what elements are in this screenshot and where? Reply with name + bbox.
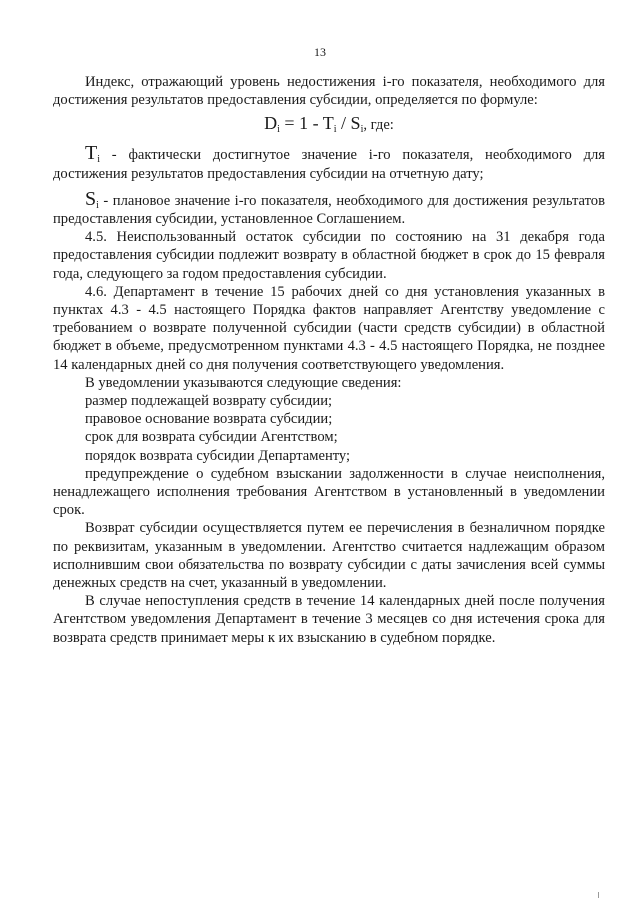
paragraph-return: Возврат субсидии осуществляется путем ее перечисления в безналичном порядке по реквизитам, указанным в уведомлении. Агентство считается надлежащим образом исполнившим свои обязательства по возврату субсидии с даты зачисления всей суммы денежных средств на счет, указанный в уведомлении. [53,520,605,592]
paragraph-4-6: 4.6. Департамент в течение 15 рабочих дней со дня установления указанных в пунктах 4.3 - 4.5 настоящего Порядка фактов направляет Агентству уведомление с требованием о возврате полученной субсидии (части средств субсидии) в областной бюджет в объеме, предусмотренном пунктами 4.3 - 4.5 настоящего Порядка, не позднее 14 календарных дней со дня получения соответствующего уведомления. [53,283,605,373]
definition-t-text: - фактически достигнутое значение i-го показателя, необходимого для достижения результатов предоставления субсидии на отчетную дату; [53,147,605,182]
paragraph-4-5: 4.5. Неиспользованный остаток субсидии по состоянию на 31 декабря года предоставления субсидии подлежит возврату в областной бюджет в срок до 15 февраля года, следующего за годом предоставления субсидии. [53,229,605,282]
notice-item: порядок возврата субсидии Департаменту; [85,447,351,464]
definition-t-symbol: T [85,142,98,165]
notice-item: размер подлежащей возврату субсидии; [85,393,333,410]
formula-d-sub: i [277,124,280,136]
formula-s-sub: i [360,124,364,136]
formula [53,111,605,137]
paragraph-failure: В случае непоступления средств в течение 14 календарных дней после получения Агентством уведомления Департамент в течение 3 месяцев со дня истечения срока для возврата средств принимает меры к их взысканию в судебном порядке. [53,593,605,646]
scan-artifact-mark [598,892,599,898]
definition-s-symbol: S [85,187,97,210]
notice-item-warning: предупреждение о судебном взыскании задолженности в случае неисполнения, ненадлежащего исполнения требования Агентством в установленный в уведомлении срок. [53,465,605,519]
formula-t: T [322,113,334,134]
page-body [53,73,605,647]
definition-s [53,189,605,228]
formula-slash: / [336,113,351,134]
formula-t-sub: i [333,124,337,136]
page-number: 13 [314,45,326,59]
notice-item: срок для возврата субсидии Агентством; [85,429,338,446]
formula-s: S [350,113,361,134]
formula-d: D [264,113,278,134]
notice-intro: В уведомлении указываются следующие сведения: [85,374,402,391]
intro-paragraph: Индекс, отражающий уровень недостижения i-го показателя, необходимого для достижения результатов предоставления субсидии, определяется по формуле: [53,74,605,109]
formula-tail: , где: [363,117,394,134]
formula-eq: = 1 - [279,113,323,134]
definition-s-text: - плановое значение i-го показателя, необходимого для достижения результатов предоставления субсидии, установленное Соглашением. [53,192,605,228]
definition-s-sub: i [96,199,99,211]
definition-t-sub: i [97,154,100,166]
notice-item: правовое основание возврата субсидии; [85,411,333,428]
definition-t [53,143,605,182]
